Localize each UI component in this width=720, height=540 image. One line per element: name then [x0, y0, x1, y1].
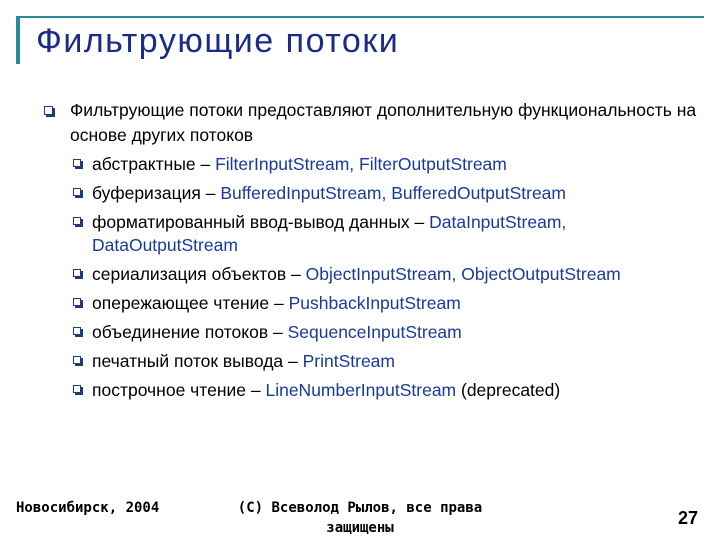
list-item: [70, 182, 712, 205]
list-item: [70, 292, 712, 315]
list-item: [70, 379, 712, 402]
slide-content: [44, 98, 712, 408]
item-classes: BufferedInputStream, BufferedOutputStream: [220, 183, 566, 203]
square-bullet-icon: [73, 269, 81, 277]
square-bullet-icon: [73, 298, 81, 306]
item-description: опережающее чтение –: [92, 293, 289, 313]
item-description: объединение потоков –: [92, 322, 288, 342]
square-bullet-icon: [73, 385, 81, 393]
footer-copyright: (C) Всеволод Рылов, все права защищены: [237, 500, 483, 536]
item-classes: DataInputStream, DataOutputStream: [92, 212, 567, 255]
item-classes: PushbackInputStream: [288, 293, 461, 313]
item-classes: SequenceInputStream: [287, 322, 462, 342]
page-number: 27: [677, 508, 698, 528]
item-classes: FilterInputStream, FilterOutputStream: [215, 154, 507, 174]
intro-text: Фильтрующие потоки предоставляют дополнительную функциональность на основе других потоков: [70, 100, 697, 145]
list-item: [70, 263, 712, 286]
item-suffix: (deprecated): [456, 380, 561, 400]
item-classes: LineNumberInputStream: [265, 380, 457, 400]
list-item: [70, 153, 712, 176]
square-bullet-icon: [73, 188, 81, 196]
square-bullet-icon: [44, 106, 53, 115]
item-description: сериализация объектов –: [92, 264, 306, 284]
item-description: абстрактные –: [92, 154, 216, 174]
item-description: печатный поток вывода –: [92, 351, 303, 371]
list-item: [70, 321, 712, 344]
square-bullet-icon: [73, 327, 81, 335]
item-description: форматированный ввод-вывод данных –: [92, 212, 430, 232]
list-item: [70, 350, 712, 373]
slide-title: Фильтрующие потоки: [36, 22, 400, 60]
item-description: буферизация –: [92, 183, 221, 203]
footer-location: Новосибирск, 2004: [16, 500, 160, 516]
item-classes: ObjectInputStream, ObjectOutputStream: [305, 264, 621, 284]
item-description: построчное чтение –: [92, 380, 266, 400]
list-item: [70, 211, 712, 257]
main-bullet-item: [44, 98, 712, 148]
sub-bullet-list: [70, 153, 712, 402]
item-classes: PrintStream: [302, 351, 395, 371]
square-bullet-icon: [73, 159, 81, 167]
square-bullet-icon: [73, 217, 81, 225]
square-bullet-icon: [73, 356, 81, 364]
